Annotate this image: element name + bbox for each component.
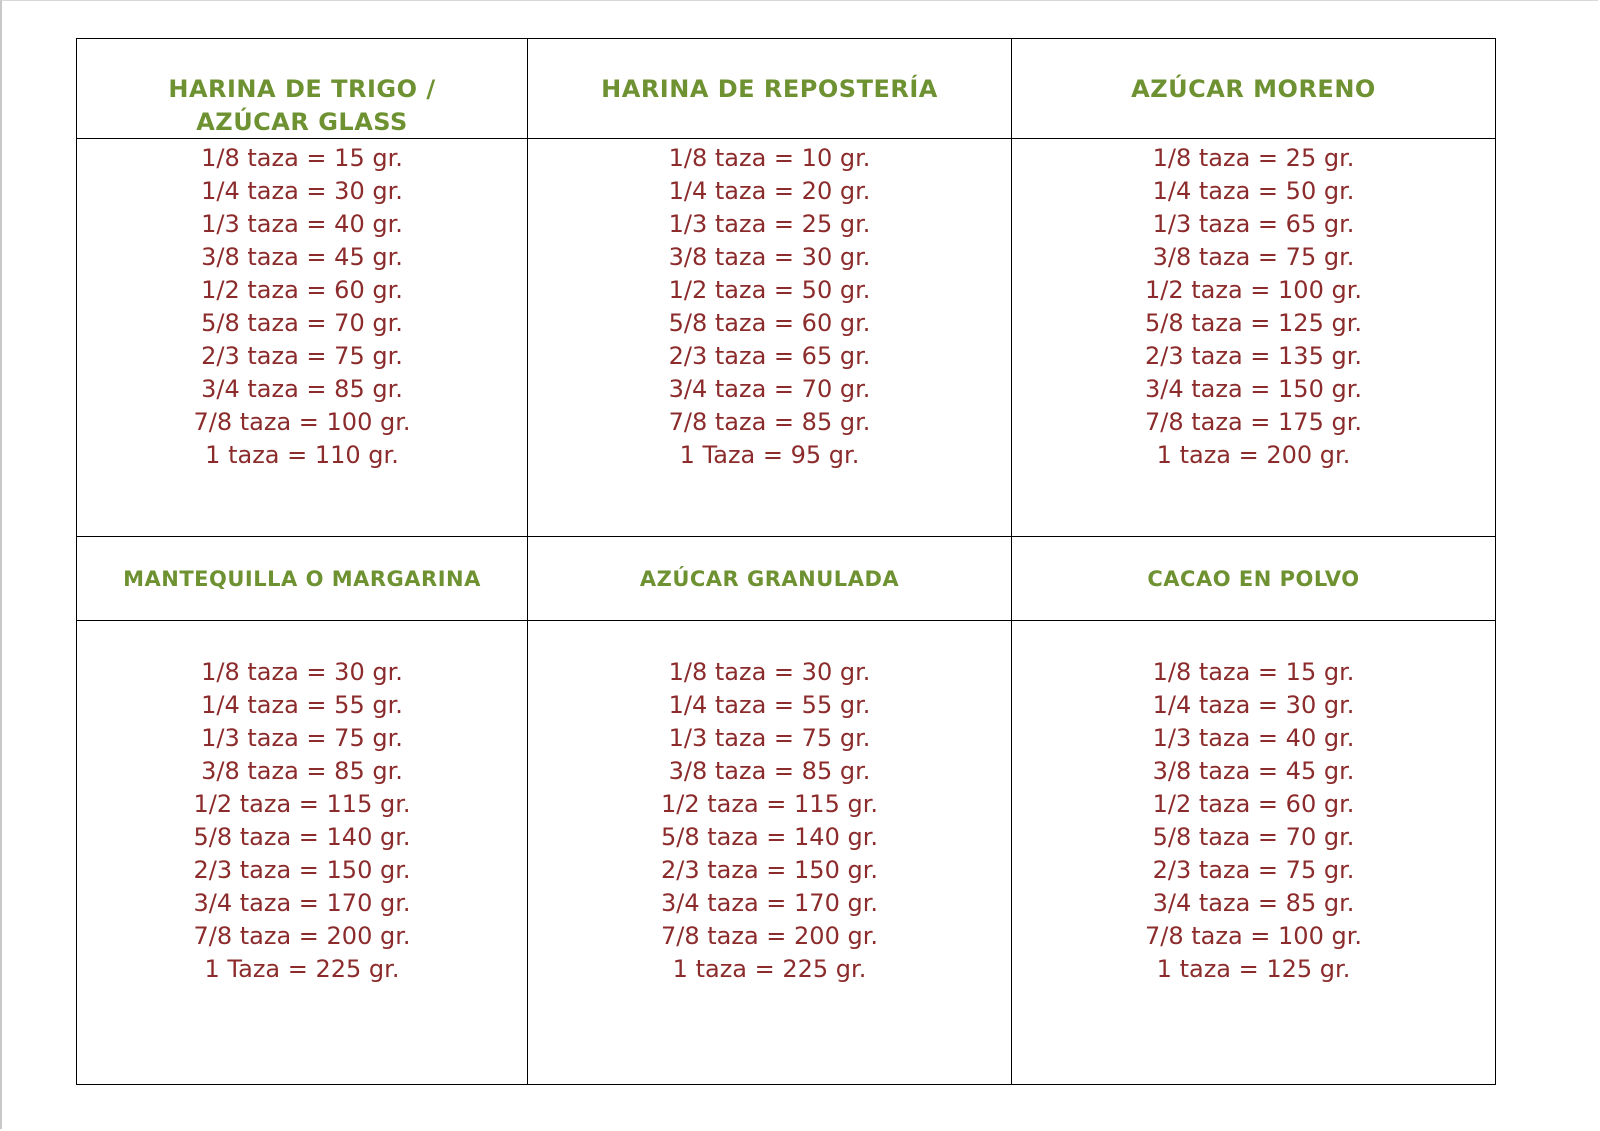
measure-item: 2/3 taza = 150 gr. [660,856,878,884]
section-title-mantequilla: MANTEQUILLA O MARGARINA [123,566,481,591]
measure-item: 3/4 taza = 150 gr. [1144,375,1362,403]
measure-item: 1/2 taza = 60 gr. [1152,790,1355,818]
measure-item: 1/4 taza = 50 gr. [1152,177,1355,205]
measure-item: 1 taza = 125 gr. [1156,955,1351,983]
header-cell [528,537,1012,621]
measure-item: 7/8 taza = 85 gr. [668,408,871,436]
measure-item: 3/4 taza = 170 gr. [193,889,411,917]
measure-item: 7/8 taza = 100 gr. [1144,922,1362,950]
measure-item: 3/8 taza = 75 gr. [1152,243,1355,271]
measure-item: 1 taza = 200 gr. [1156,441,1351,469]
measure-item: 5/8 taza = 60 gr. [668,309,871,337]
measure-item: 3/8 taza = 45 gr. [201,243,403,271]
measure-item: 1 Taza = 225 gr. [204,955,400,983]
measure-list [1012,142,1495,472]
measure-item: 1 Taza = 95 gr. [679,441,860,469]
values-cell [77,139,528,537]
measure-item: 1/8 taza = 15 gr. [201,144,403,172]
header-row-top [77,39,1496,139]
measure-item: 1/8 taza = 30 gr. [201,658,403,686]
section-title-harina-trigo: HARINA DE TRIGO / AZÚCAR GLASS [168,75,436,136]
measure-item: 3/8 taza = 85 gr. [668,757,871,785]
header-cell [1012,537,1496,621]
measure-item: 5/8 taza = 140 gr. [660,823,878,851]
measure-item: 7/8 taza = 200 gr. [193,922,411,950]
measure-item: 1/8 taza = 25 gr. [1152,144,1355,172]
measure-item: 3/8 taza = 45 gr. [1152,757,1355,785]
measure-item: 1/4 taza = 55 gr. [201,691,403,719]
measure-item: 1/8 taza = 10 gr. [668,144,871,172]
measure-list [528,142,1011,472]
header-cell [528,39,1012,139]
measure-item: 2/3 taza = 75 gr. [1152,856,1355,884]
measure-item: 7/8 taza = 175 gr. [1144,408,1362,436]
measure-item: 3/8 taza = 30 gr. [668,243,871,271]
values-cell [1012,621,1496,1085]
section-title-cacao: CACAO EN POLVO [1147,566,1360,591]
measure-item: 1/2 taza = 115 gr. [660,790,878,818]
measure-item: 5/8 taza = 140 gr. [193,823,411,851]
measure-item: 2/3 taza = 135 gr. [1144,342,1362,370]
measure-item: 1/4 taza = 30 gr. [1152,691,1355,719]
header-cell [77,39,528,139]
values-row-bottom [77,621,1496,1085]
header-cell [77,537,528,621]
measure-list [528,656,1011,986]
measure-item: 5/8 taza = 70 gr. [1152,823,1355,851]
measure-item: 7/8 taza = 100 gr. [193,408,411,436]
measure-item: 3/4 taza = 85 gr. [201,375,403,403]
measure-item: 3/8 taza = 85 gr. [201,757,403,785]
measure-item: 3/4 taza = 170 gr. [660,889,878,917]
measure-item: 5/8 taza = 70 gr. [201,309,403,337]
measure-item: 1/4 taza = 55 gr. [668,691,871,719]
measure-item: 1/2 taza = 100 gr. [1144,276,1362,304]
measure-item: 3/4 taza = 70 gr. [668,375,871,403]
measure-item: 1/3 taza = 65 gr. [1152,210,1355,238]
measure-list [1012,656,1495,986]
measure-item: 1/4 taza = 20 gr. [668,177,871,205]
header-cell [1012,39,1496,139]
measure-item: 1/8 taza = 30 gr. [668,658,871,686]
measure-item: 1/3 taza = 25 gr. [668,210,871,238]
measure-item: 1/3 taza = 75 gr. [201,724,403,752]
measure-list [77,656,527,986]
measure-item: 2/3 taza = 150 gr. [193,856,411,884]
measure-item: 1/4 taza = 30 gr. [201,177,403,205]
measure-item: 2/3 taza = 65 gr. [668,342,871,370]
measure-item: 3/4 taza = 85 gr. [1152,889,1355,917]
measure-list [77,142,527,472]
section-title-azucar-moreno: AZÚCAR MORENO [1131,75,1376,103]
measure-item: 1 taza = 225 gr. [672,955,867,983]
measure-item: 1/2 taza = 115 gr. [193,790,411,818]
values-cell [528,621,1012,1085]
header-row-bottom [77,537,1496,621]
section-title-azucar-granulada: AZÚCAR GRANULADA [639,566,900,591]
section-title-harina-reposteria: HARINA DE REPOSTERÍA [601,75,938,103]
measure-item: 1/3 taza = 40 gr. [201,210,403,238]
measure-item: 1/3 taza = 75 gr. [668,724,871,752]
values-cell [1012,139,1496,537]
measure-item: 1/3 taza = 40 gr. [1152,724,1355,752]
measure-item: 1/2 taza = 50 gr. [668,276,871,304]
values-cell [77,621,528,1085]
values-cell [528,139,1012,537]
values-row-top [77,139,1496,537]
measure-item: 1 taza = 110 gr. [205,441,399,469]
measure-item: 2/3 taza = 75 gr. [201,342,403,370]
conversion-table [76,38,1496,1085]
measure-item: 5/8 taza = 125 gr. [1144,309,1362,337]
measure-item: 1/8 taza = 15 gr. [1152,658,1355,686]
measure-item: 7/8 taza = 200 gr. [660,922,878,950]
measure-item: 1/2 taza = 60 gr. [201,276,403,304]
